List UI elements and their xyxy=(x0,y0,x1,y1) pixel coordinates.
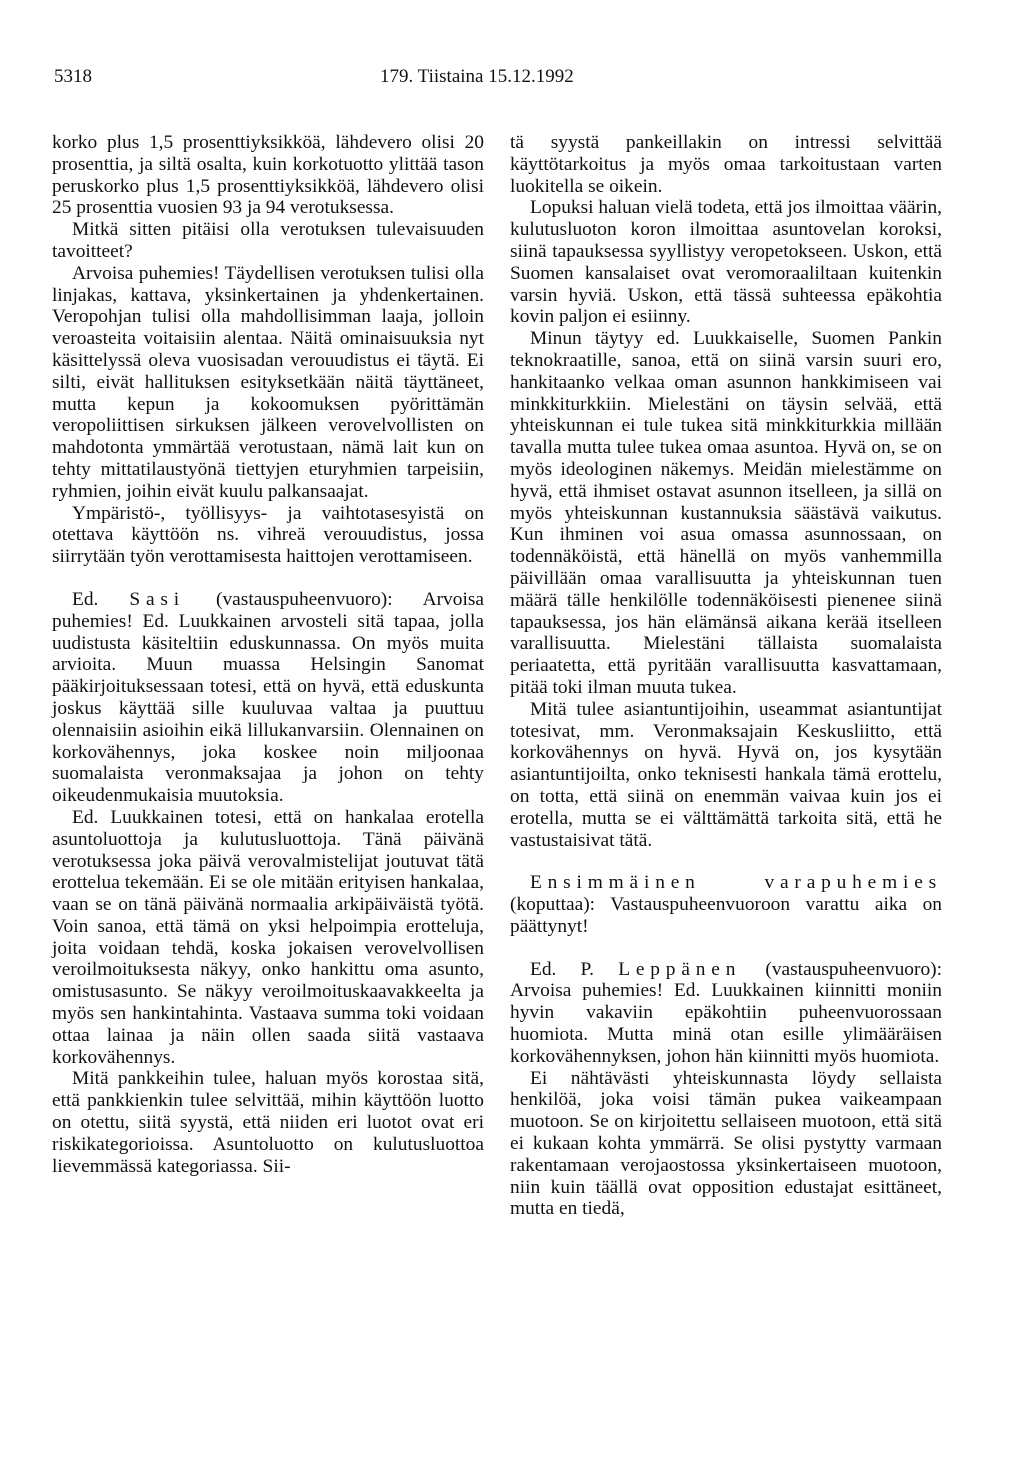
paragraph: Ed. Luukkainen totesi, että on hankalaa erotella asuntoluottoja ja kulutusluottoja. Tänä päivänä verotuksessa joka päivä verovalmistelijat joutuvat tätä erottelua tekemään. Ei se ole mitään erityisen hankalaa, vaan se on tänä päivänä normaalia arkipäiväistä työtä. Voin sanoa, että tämä on yksi helpoimpia erotteluja, joita voidaan tehdä, koska jokaisen verovelvollisen veroilmoituksesta näkyy, onko hankittu oma asunto, omistusasunto. Se näkyy veroilmoituskaavakkeelta ja myös sen hankintahinta. Vastaava summa toki voidaan ottaa lainaa ja näin ollen saada siitä vastaava korkovähennys. xyxy=(52,806,484,1068)
paragraph: Lopuksi haluan vielä todeta, että jos ilmoittaa väärin, kulutusluoton koron ilmoittaa asuntovelan koroksi, siinä tapauksessa syyllistyy veropetokseen. Uskon, että Suomen kansalaiset ovat veromoraaliltaan kuitenkin varsin hyviä. Uskon, että tässä suhteessa epäkohtia kovin paljon ei esiinny. xyxy=(510,197,942,328)
speech-prefix: Ed. xyxy=(72,588,130,610)
speech-text: (koputtaa): Vastauspuheenvuoroon varattu aika on päättynyt! xyxy=(510,894,942,937)
paragraph: Mitä tulee asiantuntijoihin, useammat asiantuntijat totesivat, mm. Veronmaksajain Keskusliitto, että korkovähennys on hyvä. Hyvä on, jos kysytään asiantuntijoilta, onko teknisesti hankala tämä erottelu, on totta, että siinä on enemmän vaivaa kuin jos ei erotella, mutta se ei välttämättä tarkoita sitä, että he vastustaisivat tätä. xyxy=(510,698,942,851)
paragraph: Minun täytyy ed. Luukkaiselle, Suomen Pankin teknokraatille, sanoa, että on siinä varsin suuri ero, hankitaanko velkaa oman asunnon hankkimiseen vai minkkiturkkiin. Mielestäni on täysin selvää, että yhteiskunnan ei tule tukea sitä minkkiturkkia millään tavalla mutta tulee tukea omaa asuntoa. Hyvä on, se on myös ideologinen näkemys. Meidän mielestämme on hyvä, että ihmiset ostavat asunnon itselleen, ja sillä on myös yhteiskunnan kustannuksia säästävä vaikutus. Kun ihminen voi asua omassa asunnossaan, on todennäköistä, että hänellä on myös vanhemmilla päivillään omaa varallisuutta ja yhteiskunnan tuen määrä tälle henkilölle todennäköisesti pienenee siinä tapauksessa, jos hän elämänsä aikana kerää itselleen varallisuutta. Mielestäni tällaista suomalaista periaatetta, että pyritään varallisuutta kasvattamaan, pitää toki ilman muuta tukea. xyxy=(510,328,942,698)
speech-start xyxy=(510,959,942,1068)
speech-text: (vastauspuheenvuoro): Arvoisa puhemies! Ed. Luukkainen arvosteli sitä tapaa, jolla uudistusta käsiteltiin eduskunnassa. On myös muita arvioita. Muun muassa Helsingin Sanomat pääkirjoituksessaan totesi, että on hyvä, että eduskunta joskus käyttää sille kuuluvaa valtaa ja puuttuu olennaisiin asioihin eikä lillukanvarsiin. Olennainen on korkovähennys, joka koskee noin miljoonaa suomalaista veronmaksajaa ja johon on tehty oikeudenmukaisia muutoksia. xyxy=(52,588,484,807)
speaker-name: Sasi xyxy=(129,588,186,610)
speaker-name: Ensimmäinen varapuhemies xyxy=(530,872,942,894)
paragraph: tä syystä pankeillakin on intressi selvittää käyttötarkoitus ja myös omaa tarkoitustaan varten luokitella se oikein. xyxy=(510,132,942,197)
paragraph: Arvoisa puhemies! Täydellisen verotuksen tulisi olla linjakas, kattava, yksinkertainen ja yhdenkertainen. Veropohjan tulisi olla mahdollisimman laaja, jolloin veroasteita voitaisiin alentaa. Näitä ominaisuuksia nyt käsittelyssä oleva vuosisadan verouudistus ei täytä. Ei silti, eivät hallituksen esityksetkään näitä täyttäneet, mutta kepun ja kokoomuksen pyörittämän veropoliittisen sirkuksen jälkeen verovelvollisten on mahdotonta ymmärtää verotustaan, nämä lait kun on tehty mittatilaustyönä tiettyjen eturyhmien tarpeisiin, ryhmien, joihin eivät kuulu palkansaajat. xyxy=(52,262,484,502)
paragraph: Mitkä sitten pitäisi olla verotuksen tulevaisuuden tavoitteet? xyxy=(52,219,484,262)
page-header xyxy=(54,66,974,90)
speech-text: (vastauspuheenvuoro): Arvoisa puhemies! Ed. Luukkainen kiinnitti moniin hyvin vakaviin epäkohtiin puheenvuorossaan huomiota. Mutta minä otan esille ylimääräisen korkovähennyksen, johon hän kiinnitti myös huomiota. xyxy=(510,958,942,1067)
paragraph: korko plus 1,5 prosenttiyksikköä, lähdevero olisi 20 prosenttia, ja siltä osalta, kuin korkotuotto ylittää tason peruskorko plus 1,5 prosenttiyksikköä, lähdevero olisi 25 prosenttia vuosien 93 ja 94 verotuksessa. xyxy=(52,132,484,219)
speech-start xyxy=(510,872,942,937)
paragraph: Ei nähtävästi yhteiskunnasta löydy sellaista henkilöä, joka voisi tämän pukea vaikeampaan muotoon. Se on kirjoitettu sellaiseen muotoon, että sitä ei kukaan kohta ymmärrä. Se olisi pystytty varmaan rakentamaan verojaostossa yksinkertaiseen muotoon, niin kuin täällä ovat opposition edustajat esittäneet, mutta en tiedä, xyxy=(510,1067,942,1220)
paragraph: Ympäristö-, työllisyys- ja vaihtotasesyistä on otettava käyttöön ns. vihreä verouudistus, jossa siirrytään työn verottamisesta haittojen verottamiseen. xyxy=(52,502,484,568)
speech-prefix: Ed. P. xyxy=(530,958,619,980)
right-column xyxy=(510,132,942,1220)
left-column xyxy=(52,132,484,1177)
paragraph: Mitä pankkeihin tulee, haluan myös korostaa sitä, että pankkienkin tulee selvittää, mihin käyttöön luotto on otettu, siitä syystä, että niiden eri luotot ovat eri riskikategorioissa. Asuntoluotto on kulutusluottoa lievemmässä kategoriassa. Sii- xyxy=(52,1068,484,1177)
speech-start xyxy=(52,589,484,807)
page-number: 5318 xyxy=(54,66,92,87)
issue-date: 179. Tiistaina 15.12.1992 xyxy=(380,66,574,87)
speaker-name: Leppänen xyxy=(618,958,742,980)
